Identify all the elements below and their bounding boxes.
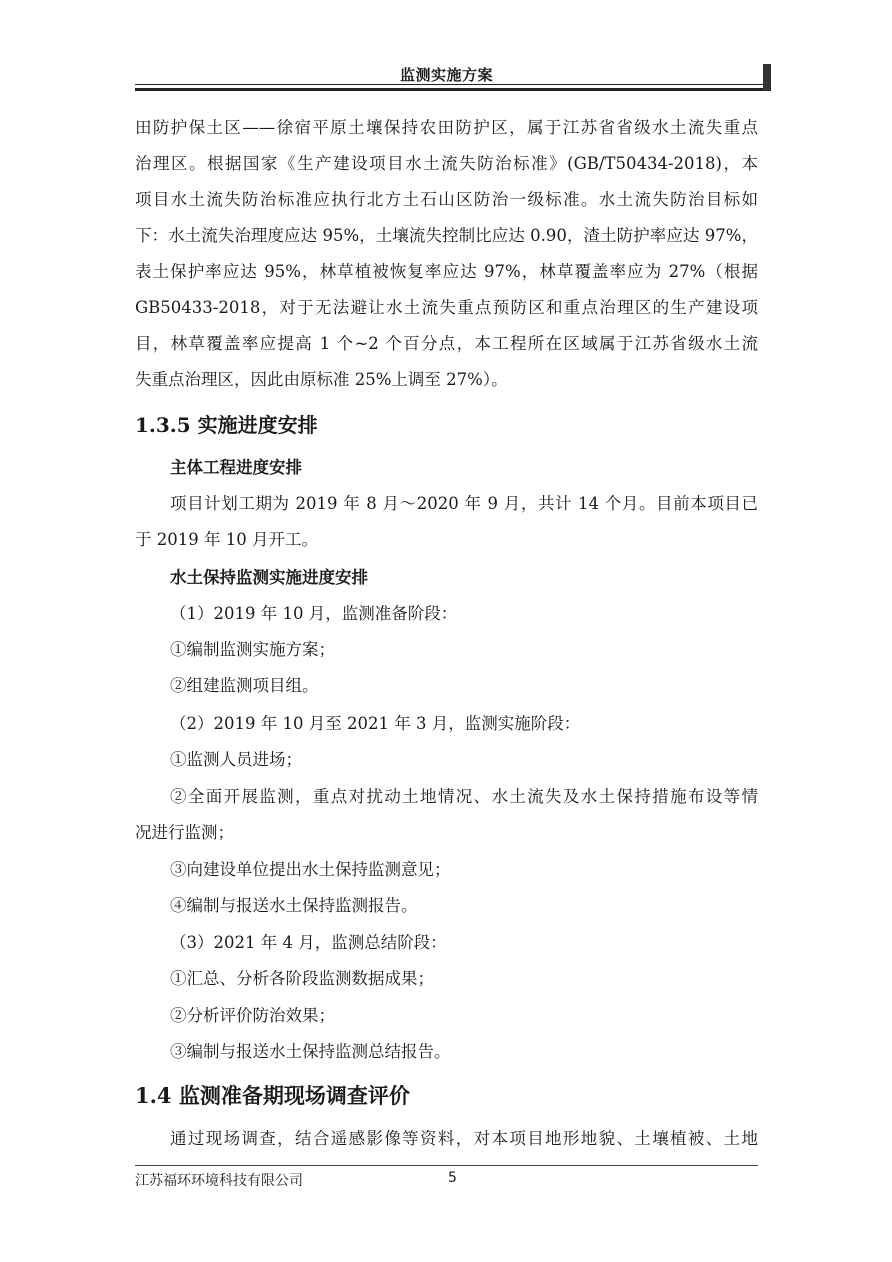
list-item: ②全面开展监测，重点对扰动土地情况、水土流失及水土保持措施布设等情 <box>170 787 758 806</box>
footer-rule <box>135 1165 758 1166</box>
list-item: ③编制与报送水土保持监测总结报告。 <box>170 1042 451 1061</box>
page-number: 5 <box>448 1170 457 1186</box>
list-item: ④编制与报送水土保持监测报告。 <box>170 896 418 915</box>
paragraph-line: GB50433-2018，对于无法避让水土流失重点预防区和重点治理区的生产建设项 <box>135 298 758 317</box>
stage-2-label: （2）2019 年 10 月至 2021 年 3 月，监测实施阶段： <box>170 714 581 733</box>
paragraph-line: 通过现场调查，结合遥感影像等资料，对本项目地形地貌、土壤植被、土地 <box>170 1129 758 1148</box>
list-item: ②组建监测项目组。 <box>170 676 319 695</box>
subheading-monitoring-schedule: 水土保持监测实施进度安排 <box>170 568 368 587</box>
paragraph-line: 田防护保土区——徐宿平原土壤保持农田防护区，属于江苏省省级水土流失重点 <box>135 118 758 137</box>
list-item: ③向建设单位提出水土保持监测意见； <box>170 860 451 879</box>
paragraph-line: 失重点治理区，因此由原标准 25%上调至 27%）。 <box>135 370 508 389</box>
paragraph-line: 项目水土流失防治标准应执行北方土石山区防治一级标准。水土流失防治目标如 <box>135 190 758 209</box>
paragraph-line: 下：水土流失治理度应达 95%，土壤流失控制比应达 0.90，渣土防护率应达 97%， <box>135 226 758 245</box>
paragraph-line: 项目计划工期为 2019 年 8 月～2020 年 9 月，共计 14 个月。目前本项目已 <box>170 494 758 513</box>
stage-3-label: （3）2021 年 4 月，监测总结阶段： <box>170 933 447 952</box>
footer-company: 江苏福环环境科技有限公司 <box>135 1173 303 1189</box>
list-item-continuation: 况进行监测； <box>135 823 234 842</box>
paragraph-line: 治理区。根据国家《生产建设项目水土流失防治标准》(GB/T50434-2018)，本 <box>135 154 758 173</box>
header-rule-thick <box>135 88 763 91</box>
section-heading-1-4: 1.4 监测准备期现场调查评价 <box>135 1083 410 1108</box>
header-corner-mark <box>763 64 771 91</box>
paragraph-line: 于 2019 年 10 月开工。 <box>135 530 318 549</box>
page-header-title: 监测实施方案 <box>399 66 493 84</box>
paragraph-line: 目，林草覆盖率应提高 1 个~2 个百分点，本工程所在区域属于江苏省级水土流 <box>135 334 758 353</box>
subheading-main-works: 主体工程进度安排 <box>170 458 302 477</box>
paragraph-line: 表土保护率应达 95%，林草植被恢复率应达 97%，林草覆盖率应为 27%（根据 <box>135 262 758 281</box>
section-heading-1-3-5: 1.3.5 实施进度安排 <box>135 413 318 437</box>
header-rule-thin <box>135 84 763 85</box>
list-item: ①编制监测实施方案； <box>170 640 335 659</box>
list-item: ①监测人员进场； <box>170 750 302 769</box>
list-item: ①汇总、分析各阶段监测数据成果； <box>170 969 434 988</box>
list-item: ②分析评价防治效果； <box>170 1006 335 1025</box>
stage-1-label: （1）2019 年 10 月，监测准备阶段： <box>170 604 458 623</box>
